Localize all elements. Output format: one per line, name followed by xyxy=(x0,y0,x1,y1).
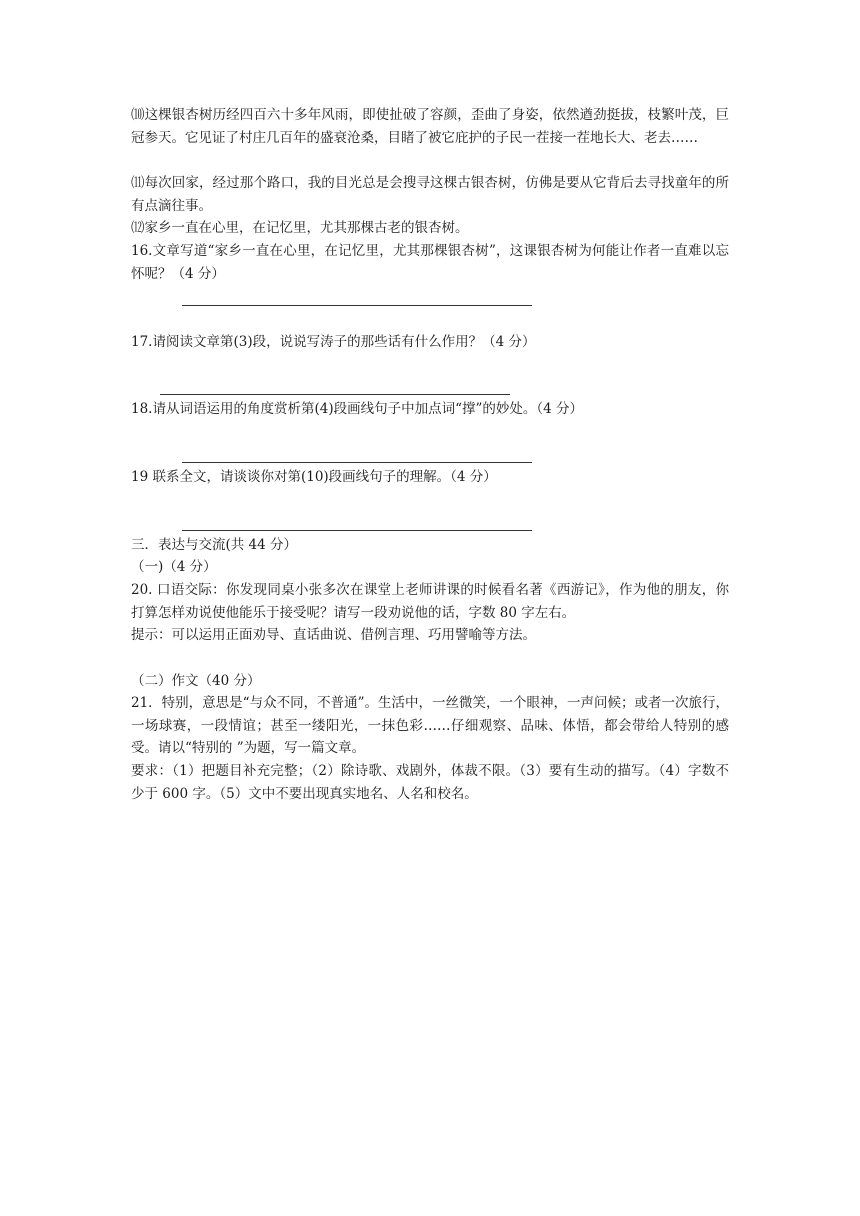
question-19: 19 联系全文，请谈谈你对第(10)段画线句子的理解。（4 分） xyxy=(131,469,497,485)
passage-paragraph-11: ⑾每次回家，经过那个路口，我的目光总是会搜寻这棵古银杏树，仿佛是要从它背后去寻找童年的所有点滴往事。 xyxy=(131,175,729,214)
answer-line-16[interactable] xyxy=(182,305,532,306)
question-21-requirements: 要求：（1）把题目补充完整；（2）除诗歌、戏剧外，体裁不限。（3）要有生动的描写。（4）字数不少于 600 字。（5）文中不要出现真实地名、人名和校名。 xyxy=(131,763,729,802)
passage-paragraph-10: ⑽这棵银杏树历经四百六十多年风雨，即使扯破了容颜，歪曲了身姿，依然遒劲挺拔，枝繁叶茂，巨冠参天。它见证了村庄几百年的盛衰沧桑，目睹了被它庇护的子民一茬接一茬地长大、老去…… xyxy=(131,107,729,146)
question-17: 17.请阅读文章第(3)段，说说写涛子的那些话有什么作用？（4 分） xyxy=(131,334,536,350)
section-3-part-1-heading: （一)（4 分） xyxy=(131,559,217,575)
question-21-prompt: 21．特别，意思是“与众不同，不普通”。生活中，一丝微笑，一个眼神，一声问候；或者一次旅行，一场球赛，一段情谊；甚至一缕阳光，一抹色彩……仔细观察、品味、体悟，都会带给人特别的感受。请以“特别的 ”为题，写一篇文章。 xyxy=(131,695,729,756)
answer-line-19[interactable] xyxy=(182,530,532,531)
question-18: 18.请从词语运用的角度赏析第(4)段画线句子中加点词“撑”的妙处。（4 分） xyxy=(131,401,584,417)
section-3-part-2-heading: （二）作文（40 分） xyxy=(131,673,261,689)
answer-line-18[interactable] xyxy=(182,462,532,463)
question-16: 16.文章写道“家乡一直在心里，在记忆里，尤其那棵银杏树”，这课银杏树为何能让作者一直难以忘怀呢？（4 分） xyxy=(131,243,729,282)
section-3-heading: 三．表达与交流(共 44 分） xyxy=(131,537,298,553)
answer-line-17[interactable] xyxy=(160,394,510,395)
question-20-hint: 提示：可以运用正面劝导、直话曲说、借例言理、巧用譬喻等方法。 xyxy=(131,627,536,643)
question-20: 20. 口语交际：你发现同桌小张多次在课堂上老师讲课的时候看名著《西游记》，作为他的朋友，你打算怎样劝说使他能乐于接受呢？请写一段劝说他的话，字数 80 字左右。 xyxy=(131,582,729,621)
passage-paragraph-12: ⑿家乡一直在心里，在记忆里，尤其那棵古老的银杏树。 xyxy=(131,220,469,236)
